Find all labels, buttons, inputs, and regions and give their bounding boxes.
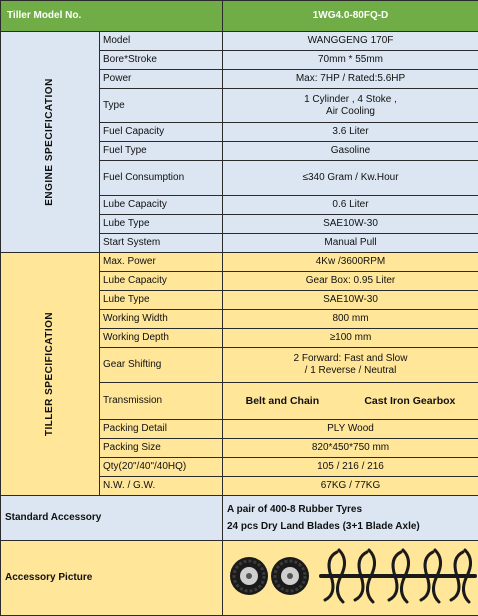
row-label: Packing Size <box>100 439 223 458</box>
tiller-blade-axle-icon <box>321 550 475 602</box>
row-label: Model <box>100 32 223 51</box>
standard-accessory-label: Standard Accessory <box>1 496 223 541</box>
row-label: Gear Shifting <box>100 348 223 383</box>
row-value: ≥100 mm <box>223 329 478 348</box>
row-value: Gasoline <box>223 142 478 161</box>
accessory-picture-cell <box>223 541 478 616</box>
header-row <box>1 1 478 32</box>
rubber-tyre-icon <box>271 557 309 595</box>
row-value: WANGGENG 170F <box>223 32 478 51</box>
row-value: 105 / 216 / 216 <box>223 458 478 477</box>
row-value: 0.6 Liter <box>223 196 478 215</box>
row-label: Lube Type <box>100 291 223 310</box>
row-value: ≤340 Gram / Kw.Hour <box>223 161 478 196</box>
row-value: 3.6 Liter <box>223 123 478 142</box>
rubber-tyre-icon <box>230 557 268 595</box>
accessory-line: 24 pcs Dry Land Blades (3+1 Blade Axle) <box>227 518 478 535</box>
transmission-value-b: Cast Iron Gearbox <box>364 395 455 407</box>
row-value <box>223 89 478 123</box>
row-value: SAE10W-30 <box>223 215 478 234</box>
row-label: Packing Detail <box>100 420 223 439</box>
row-label: Lube Type <box>100 215 223 234</box>
row-label: Fuel Type <box>100 142 223 161</box>
row-value: 820*450*750 mm <box>223 439 478 458</box>
row-label: Working Depth <box>100 329 223 348</box>
row-value: PLY Wood <box>223 420 478 439</box>
row-label: Lube Capacity <box>100 272 223 291</box>
row-value: Gear Box: 0.95 Liter <box>223 272 478 291</box>
value-line: Air Cooling <box>223 106 478 118</box>
model-label: Tiller Model No. <box>1 1 223 32</box>
row-value: Max: 7HP / Rated:5.6HP <box>223 70 478 89</box>
accessory-picture-row <box>1 541 478 616</box>
value-line: / 1 Reverse / Neutral <box>223 365 478 377</box>
row-label: Qty(20"/40"/40HQ) <box>100 458 223 477</box>
transmission-value-a: Belt and Chain <box>246 395 320 407</box>
row-label: Max. Power <box>100 253 223 272</box>
row-label: N.W. / G.W. <box>100 477 223 496</box>
accessory-line: A pair of 400-8 Rubber Tyres <box>227 501 478 518</box>
row-label: Transmission <box>100 383 223 420</box>
row-value: 800 mm <box>223 310 478 329</box>
value-line: 2 Forward: Fast and Slow <box>223 353 478 365</box>
row-value: 67KG / 77KG <box>223 477 478 496</box>
row-value: SAE10W-30 <box>223 291 478 310</box>
row-label: Power <box>100 70 223 89</box>
engine-row <box>1 32 478 51</box>
row-value <box>223 348 478 383</box>
row-value <box>223 383 478 420</box>
model-value: 1WG4.0-80FQ-D <box>223 1 478 32</box>
row-value: 70mm * 55mm <box>223 51 478 70</box>
standard-accessory-value <box>223 496 478 541</box>
row-value: Manual Pull <box>223 234 478 253</box>
row-label: Fuel Capacity <box>100 123 223 142</box>
standard-accessory-row <box>1 496 478 541</box>
tiller-row <box>1 253 478 272</box>
row-value: 4Kw /3600RPM <box>223 253 478 272</box>
row-label: Lube Capacity <box>100 196 223 215</box>
row-label: Working Width <box>100 310 223 329</box>
tiller-section-label: TILLER SPECIFICATION <box>1 253 100 496</box>
engine-section-label: ENGINE SPECIFICATION <box>1 32 100 253</box>
accessory-picture-label: Accessory Picture <box>1 541 223 616</box>
value-line: 1 Cylinder , 4 Stoke , <box>223 94 478 106</box>
row-label: Start System <box>100 234 223 253</box>
accessory-picture <box>223 541 478 611</box>
row-label: Fuel Consumption <box>100 161 223 196</box>
row-label: Bore*Stroke <box>100 51 223 70</box>
row-label: Type <box>100 89 223 123</box>
